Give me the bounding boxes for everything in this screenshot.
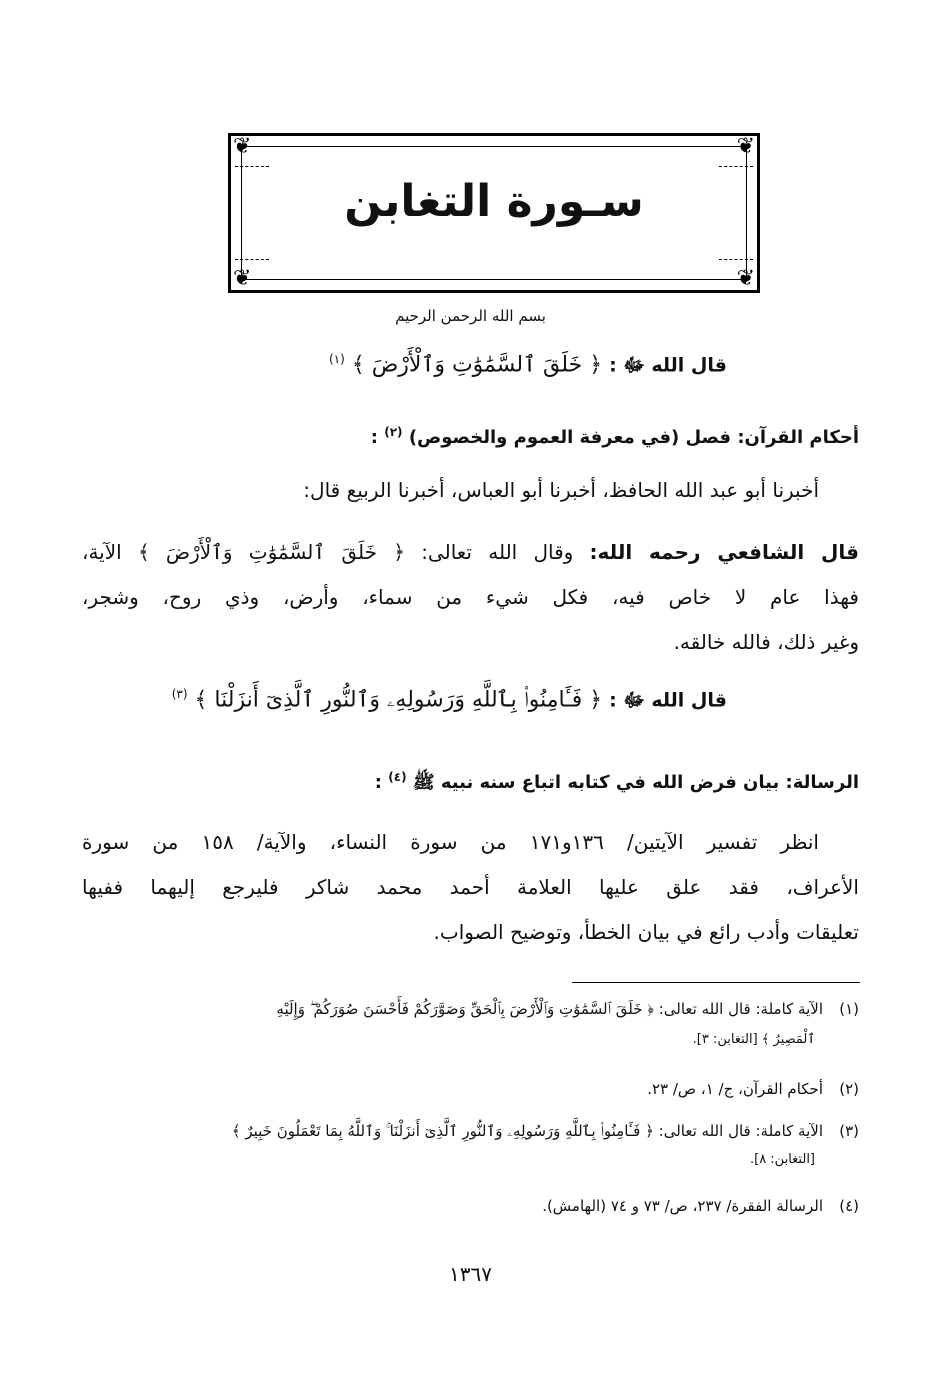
verse-2-text: ﴿ فَـَٔامِنُوا۟ بِٱللَّهِ وَرَسُولِهِۦ وَٱلنُّورِ ٱلَّذِىٓ أَنزَلْنَا ﴾ [194,687,603,713]
footnote-continuation: ٱلْمَصِيرُ ﴾ [التغابن: ٣]. [692,1032,815,1047]
heading-2-footnote-ref: (٤) [388,770,407,784]
verse-1-footnote-ref: (١) [328,352,345,366]
ornament-top-right-icon: ❦ [736,134,755,159]
footnote-separator [572,982,860,983]
ornament-bottom-right-icon: ❦ [736,266,755,291]
basmala: بسم الله الرحمن الرحيم [395,307,546,325]
footnote-text: الآية كاملة: قال الله تعالى: ﴿ خَلَقَ ٱلسَّمَٰوَٰتِ وَٱلْأَرْضَ بِٱلْحَقِّ وَصَوَّرَكُمْ فَأَحْسَنَ صُوَرَكُمْ ۖ وَإِلَيْهِ [276,1000,823,1018]
heading-1-colon: : [370,427,378,448]
paragraph-line: فهذا عام لا خاص فيه، فكل شيء من سماء، وأرض، وذي روح، وشجر، [82,585,859,609]
footnote-number: (٣) [839,1122,859,1140]
paragraph-line: أخبرنا أبو عبد الله الحافظ، أخبرنا أبو العباس، أخبرنا الربيع قال: [303,478,819,502]
verse-1-text: ﴿ خَلَقَ ٱلسَّمَٰوَٰتِ وَٱلْأَرْضَ ﴾ [351,352,603,378]
section-heading-risala [375,770,859,797]
footnote-number: (١) [839,1000,859,1018]
paragraph-isnad [82,468,859,513]
heading-1-footnote-ref: (٢) [384,425,403,439]
page-number: ١٣٦٧ [449,1262,492,1286]
surah-title: سـورة التغابن [344,176,644,227]
verse-2-intro: قال الله ﷻ : [609,689,727,712]
paragraph-line: تعليقات وأدب رائع في بيان الخطأ، وتوضيح الصواب. [433,920,859,944]
footnote-3 [82,1122,859,1167]
footnote-text: الرسالة الفقرة/ ٢٣٧، ص/ ٧٣ و ٧٤ (الهامش). [542,1197,823,1215]
footnote-2 [82,1080,859,1098]
section-heading-ahkam [371,425,859,448]
footnote-number: (٤) [839,1197,859,1215]
verse-1-intro: قال الله ﷻ : [609,354,727,377]
verse-1 [329,352,727,381]
footnote-number: (٢) [839,1080,859,1098]
heading-2-text: الرسالة: بيان فرض الله في كتابه اتباع سنه نبيه ﷺ [412,772,859,793]
paragraph-shafii [82,530,859,665]
paragraph-line: انظر تفسير الآيتين/ ١٣٦و١٧١ من سورة النساء، والآية/ ١٥٨ من سورة [82,830,819,854]
heading-2-colon: : [374,772,382,793]
surah-title-frame [228,133,760,293]
verse-2-footnote-ref: (٣) [171,687,188,701]
verse-2 [172,687,727,716]
ornament-bottom-left-icon: ❦ [233,266,252,291]
footnote-text: الآية كاملة: قال الله تعالى: ﴿ فَـَٔامِنُوا۟ بِٱللَّهِ وَرَسُولِهِۦ وَٱلنُّورِ ٱلَّذِىٓ أَنزَلْنَا ۚ وَٱللَّهُ بِمَا تَعْمَلُونَ خَبِيرٌ ﴾ [231,1122,823,1140]
heading-1-text: أحكام القرآن: فصل (في معرفة العموم والخصوص) [408,427,859,448]
shafii-line-1: وقال الله تعالى: ﴿ خَلَقَ ٱلسَّمَٰوَٰتِ وَٱلْأَرْضَ ﴾ الآية، [82,540,574,564]
footnote-4 [82,1197,859,1215]
shafii-lead: قال الشافعي رحمه الله: [589,540,859,564]
paragraph-line: الأعراف، فقد علق عليها العلامة أحمد محمد شاكر فليرجع إليهما ففيها [82,875,859,899]
paragraph-line: وغير ذلك، فالله خالقه. [673,630,859,654]
footnote-continuation: [التغابن: ٨]. [749,1152,815,1167]
footnote-text: أحكام القرآن، ج/ ١، ص/ ٢٣. [647,1080,823,1098]
paragraph-line [82,530,859,575]
footnote-1 [82,1000,859,1047]
paragraph-tafsir-note [82,820,859,955]
ornament-top-left-icon: ❦ [233,134,252,159]
